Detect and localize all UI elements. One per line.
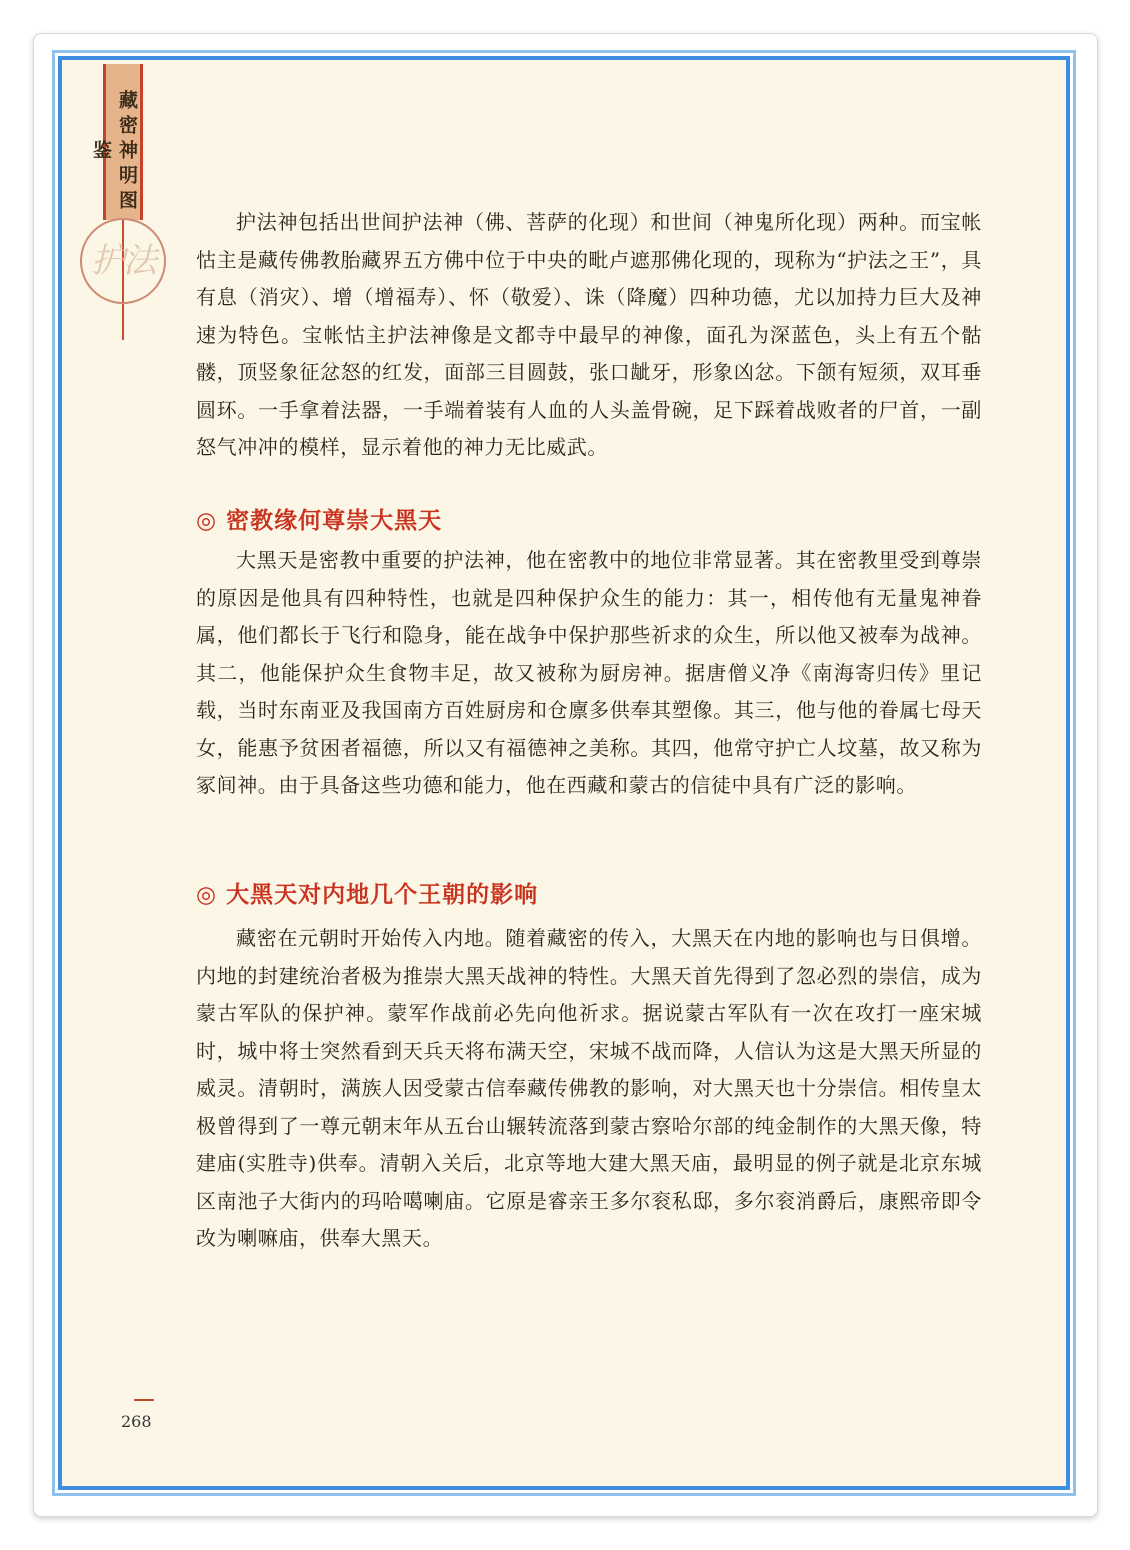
section1-paragraph: 大黑天是密教中重要的护法神，他在密教中的地位非常显著。其在密教里受到尊崇的原因是他具有四种特性，也就是四种保护众生的能力：其一，相传他有无量鬼神眷属，他们都长于飞行和隐身，能在战争中保护那些祈求的众生，所以他又被奉为战神。其二，他能保护众生食物丰足，故又被称为厨房神。据唐僧义净《南海寄归传》里记载，当时东南亚及我国南方百姓厨房和仓廪多供奉其塑像。其三，他与他的眷属七母天女，能惠予贫困者福德，所以又有福德神之美称。其四，他常守护亡人坟墓，故又称为冢间神。由于具备这些功德和能力，他在西藏和蒙古的信徒中具有广泛的影响。	[196, 548, 982, 797]
seal-emblem: 护法	[80, 218, 166, 304]
intro-paragraph: 护法神包括出世间护法神（佛、菩萨的化现）和世间（神鬼所化现）两种。而宝帐怙主是藏传佛教胎藏界五方佛中位于中央的毗卢遮那佛化现的，现称为“护法之王”，具有息（消灾）、增（增福寿）、怀（敬爱）、诛（降魔）四种功德，尤以加持力巨大及神速为特色。宝帐怙主护法神像是文都寺中最早的神像，面孔为深蓝色，头上有五个骷髅，顶竖象征忿怒的红发，面部三目圆鼓，张口龇牙，形象凶忿。下颌有短须，双耳垂圆环。一手拿着法器，一手端着装有人血的人头盖骨碗，足下踩着战败者的尸首，一副怒气冲冲的模样，显示着他的神力无比威武。	[196, 210, 982, 459]
section1-heading: ◎ 密教缘何尊崇大黑天	[196, 508, 443, 534]
section2-paragraph: 藏密在元朝时开始传入内地。随着藏密的传入，大黑天在内地的影响也与日俱增。内地的封建统治者极为推崇大黑天战神的特性。大黑天首先得到了忽必烈的崇信，成为蒙古军队的保护神。蒙军作战前必先向他祈求。据说蒙古军队有一次在攻打一座宋城时，城中将士突然看到天兵天将布满天空，宋城不战而降，人信认为这是大黑天所显的威灵。清朝时，满族人因受蒙古信奉藏传佛教的影响，对大黑天也十分崇信。相传皇太极曾得到了一尊元朝末年从五台山辗转流落到蒙古察哈尔部的纯金制作的大黑天像，特建庙(实胜寺)供奉。清朝入关后，北京等地大建大黑天庙，最明显的例子就是北京东城区南池子大街内的玛哈噶喇庙。它原是睿亲王多尔衮私邸，多尔衮消爵后，康熙帝即令改为喇嘛庙，供奉大黑天。	[196, 926, 982, 1250]
page-number-mark	[134, 1399, 154, 1401]
book-title-tab	[90, 64, 143, 220]
book-title-tab-text: 藏密神明图鉴	[90, 89, 138, 215]
section2-heading: ◎ 大黑天对内地几个王朝的影响	[196, 882, 539, 908]
page-number: 268	[121, 1412, 152, 1431]
